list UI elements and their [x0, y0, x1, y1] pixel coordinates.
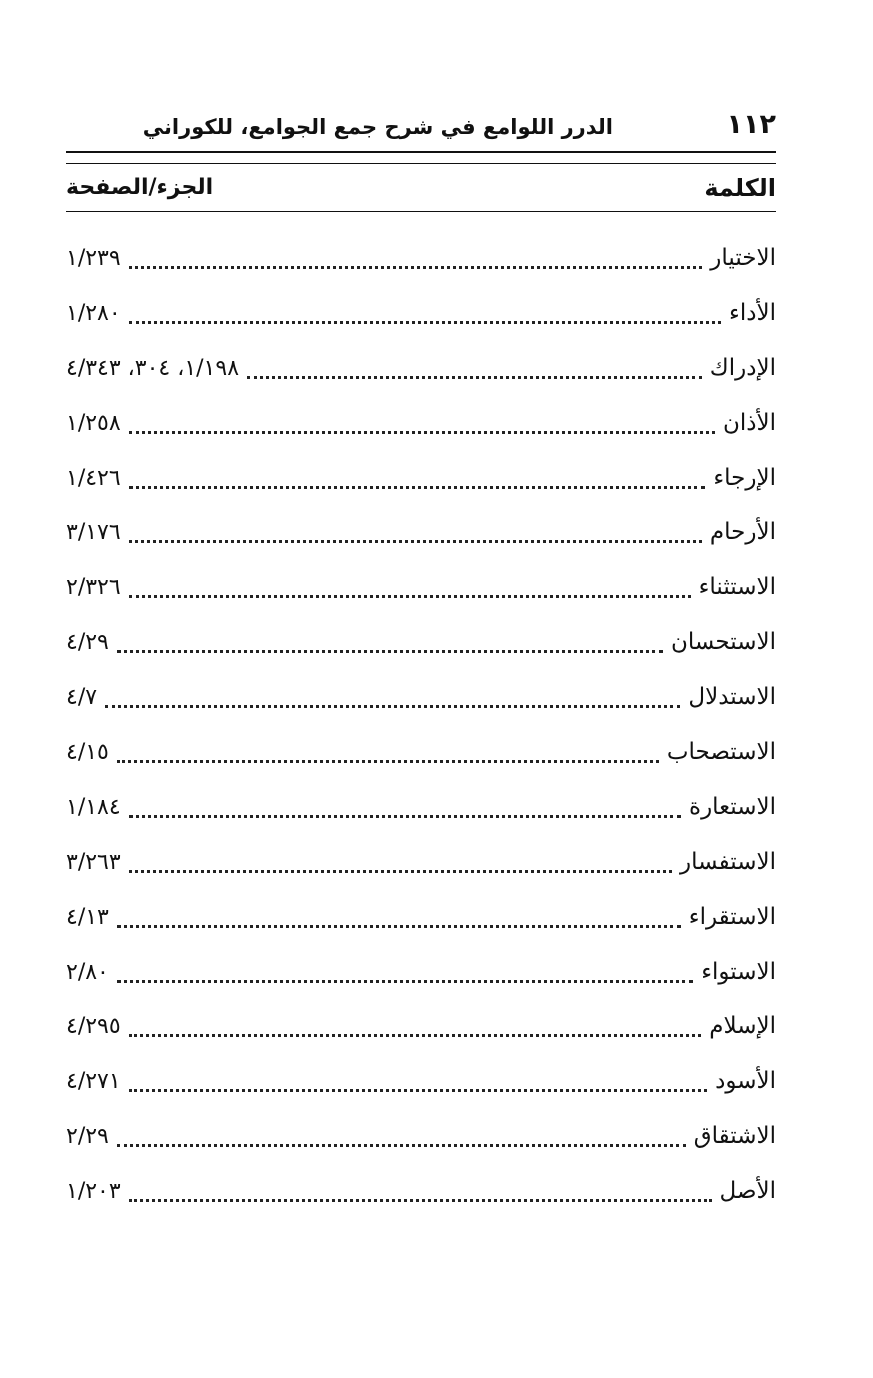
dot-leader — [129, 431, 715, 434]
dot-leader — [117, 1144, 686, 1147]
index-entry — [66, 287, 776, 342]
entry-word: الاستعارة — [689, 793, 776, 820]
dot-leader — [129, 486, 706, 489]
entry-reference: ١/٤٢٦ — [66, 465, 121, 491]
index-entry — [66, 726, 776, 781]
word-column-header: الكلمة — [704, 174, 776, 202]
dot-leader — [117, 980, 693, 983]
index-entry — [66, 1055, 776, 1110]
index-entry — [66, 781, 776, 836]
entry-word: الإدراك — [709, 354, 776, 381]
index-entry — [66, 1165, 776, 1220]
dot-leader — [129, 815, 681, 818]
entry-word: الاستفسار — [680, 848, 776, 875]
index-entry — [66, 616, 776, 671]
header-rule-thin — [66, 163, 776, 164]
entry-word: الأرحام — [709, 519, 776, 546]
entry-reference: ١/١٩٨، ٣٠٤، ٤/٣٤٣ — [66, 355, 240, 381]
entry-word: الاستواء — [701, 958, 776, 985]
index-entry — [66, 342, 776, 397]
index-entry — [66, 1110, 776, 1165]
index-entry — [66, 561, 776, 616]
entry-reference: ٤/١٣ — [66, 904, 109, 930]
entry-reference: ٤/٢٩ — [66, 630, 109, 656]
header-rule-thick — [66, 151, 776, 153]
index-entry — [66, 891, 776, 946]
dot-leader — [117, 925, 681, 928]
dot-leader — [129, 540, 702, 543]
entry-reference: ١/٢٠٣ — [66, 1179, 121, 1205]
entry-reference: ١/٢٨٠ — [66, 300, 121, 326]
entry-word: الاستصحاب — [666, 739, 776, 766]
entry-reference: ٤/٧ — [66, 685, 98, 711]
entry-reference: ٤/١٥ — [66, 740, 109, 766]
entry-reference: ٢/٨٠ — [66, 959, 109, 985]
entry-word: الإرجاء — [713, 464, 776, 491]
entry-reference: ١/٢٥٨ — [66, 410, 121, 436]
entry-reference: ١/٢٣٩ — [66, 246, 121, 271]
entry-word: الاستحسان — [671, 629, 776, 656]
index-entry — [66, 946, 776, 1001]
dot-leader — [129, 1199, 712, 1202]
entry-reference: ٤/٢٩٥ — [66, 1014, 121, 1040]
dot-leader — [117, 650, 663, 653]
entry-reference: ٢/٣٢٦ — [66, 575, 121, 601]
entry-reference: ٣/١٧٦ — [66, 520, 121, 546]
book-title: الدرر اللوامع في شرح جمع الجوامع، للكوراني — [142, 115, 613, 139]
dot-leader — [129, 1034, 702, 1037]
dot-leader — [247, 376, 702, 379]
entry-word: الاختيار — [710, 245, 776, 271]
dot-leader — [129, 870, 672, 873]
running-head — [66, 108, 776, 146]
index-entry — [66, 452, 776, 507]
entry-reference: ٣/٢٦٣ — [66, 849, 121, 875]
dot-leader — [129, 266, 703, 269]
dot-leader — [129, 321, 721, 324]
entry-word: الاستثناء — [698, 574, 776, 601]
column-header-rule — [66, 211, 776, 212]
entry-word: الإسلام — [709, 1013, 776, 1040]
dot-leader — [105, 705, 680, 708]
index-entry — [66, 836, 776, 891]
entry-word: الاستقراء — [688, 903, 776, 930]
index-entry — [66, 232, 776, 287]
entry-reference: ٤/٢٧١ — [66, 1069, 121, 1095]
index-entry — [66, 397, 776, 452]
dot-leader — [129, 595, 691, 598]
entry-word: الأذان — [722, 409, 776, 436]
index-entries — [66, 232, 776, 1220]
page-number: ١١٢ — [726, 109, 776, 140]
entry-word: الأصل — [719, 1178, 776, 1205]
entry-word: الاستدلال — [688, 684, 776, 711]
index-entry — [66, 671, 776, 726]
index-entry — [66, 1000, 776, 1055]
index-entry — [66, 506, 776, 561]
entry-reference: ١/١٨٤ — [66, 794, 121, 820]
dot-leader — [129, 1089, 707, 1092]
entry-word: الأداء — [729, 299, 776, 326]
reference-column-header: الجزء/الصفحة — [66, 175, 214, 200]
entry-reference: ٢/٢٩ — [66, 1124, 109, 1150]
dot-leader — [117, 760, 659, 763]
entry-word: الاشتقاق — [693, 1123, 776, 1150]
entry-word: الأسود — [715, 1068, 776, 1095]
